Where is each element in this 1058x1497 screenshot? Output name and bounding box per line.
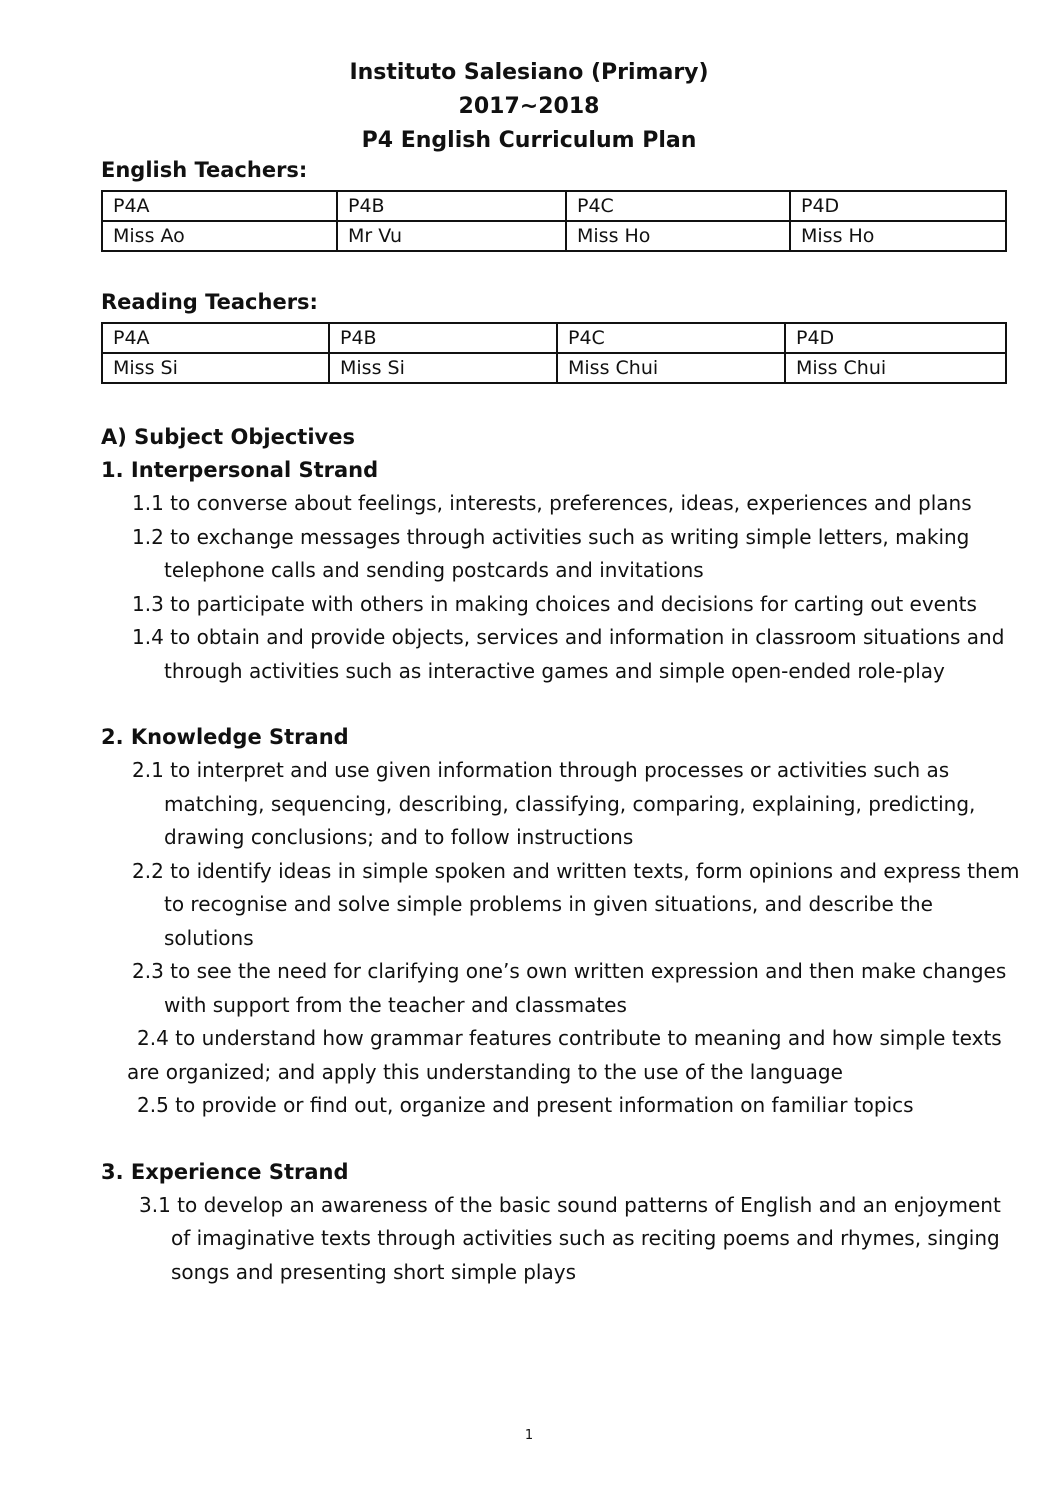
objective-item: 1.1 to converse about feelings, interests, preferences, ideas, experiences and plans — [132, 491, 972, 515]
objective-item: 2.5 to provide or find out, organize and present information on familiar topics — [137, 1093, 914, 1117]
school-year: 2017~2018 — [458, 94, 600, 119]
objective-item: 1.3 to participate with others in making choices and decisions for carting out events — [132, 591, 977, 616]
objective-item: 2.3 to see the need for clarifying one’s own written expression and then make changes with support from the teacher and classmates — [132, 959, 1007, 1017]
english-teachers-table — [101, 190, 1007, 252]
subject-objectives — [101, 421, 1021, 1289]
strand-title: 1. Interpersonal Strand — [101, 458, 379, 482]
objective-item: 1.4 to obtain and provide objects, services and information in classroom situations and through activities such as interactive games and simple open-ended role-play — [132, 625, 1005, 683]
table-cell: P4B — [329, 323, 557, 353]
table-cell: Miss Chui — [785, 353, 1006, 383]
table-cell: Miss Si — [329, 353, 557, 383]
table-cell: Miss Ao — [102, 221, 337, 251]
strand-title: 2. Knowledge Strand — [101, 725, 349, 749]
plan-title: P4 English Curriculum Plan — [361, 128, 697, 153]
objective-item: 3.1 to develop an awareness of the basic sound patterns of English and an enjoyment of imaginative texts through activities such as reciting poems and rhymes, singing songs and presenting short simple plays — [139, 1192, 1001, 1284]
table-row — [102, 221, 1006, 251]
table-cell: P4C — [566, 191, 790, 221]
table-cell: P4A — [102, 323, 329, 353]
table-row — [102, 323, 1006, 353]
table-row — [102, 191, 1006, 221]
reading-teachers-heading: Reading Teachers: — [101, 290, 318, 314]
reading-teachers-table — [101, 322, 1007, 384]
objective-item: 2.4 to understand how grammar features contribute to meaning and how simple texts are organized; and apply this understanding to the use of the language — [127, 1026, 1002, 1084]
table-cell: P4D — [785, 323, 1006, 353]
table-cell: Mr Vu — [337, 221, 566, 251]
table-cell: Miss Ho — [566, 221, 790, 251]
table-cell: Miss Ho — [790, 221, 1006, 251]
objectives-heading: A) Subject Objectives — [101, 425, 355, 449]
table-cell: P4D — [790, 191, 1006, 221]
page-number: 1 — [524, 1428, 534, 1443]
school-name: Instituto Salesiano (Primary) — [349, 60, 709, 85]
table-cell: P4A — [102, 191, 337, 221]
table-row — [102, 353, 1006, 383]
strand-title: 3. Experience Strand — [101, 1159, 349, 1184]
english-teachers-heading: English Teachers: — [101, 158, 308, 182]
table-cell: Miss Chui — [557, 353, 785, 383]
title-block — [0, 56, 1058, 158]
objective-item: 2.2 to identify ideas in simple spoken and written texts, form opinions and express them to recognise and solve simple problems in given situations, and describe the solutions — [132, 858, 1020, 950]
table-cell: P4C — [557, 323, 785, 353]
table-cell: P4B — [337, 191, 566, 221]
objective-item: 2.1 to interpret and use given information through processes or activities such as matching, sequencing, describing, classifying, comparing, explaining, predicting, drawing conclusions; and to follow instructions — [132, 758, 976, 849]
table-cell: Miss Si — [102, 353, 329, 383]
objective-item: 1.2 to exchange messages through activities such as writing simple letters, making telephone calls and sending postcards and invitations — [132, 524, 970, 582]
